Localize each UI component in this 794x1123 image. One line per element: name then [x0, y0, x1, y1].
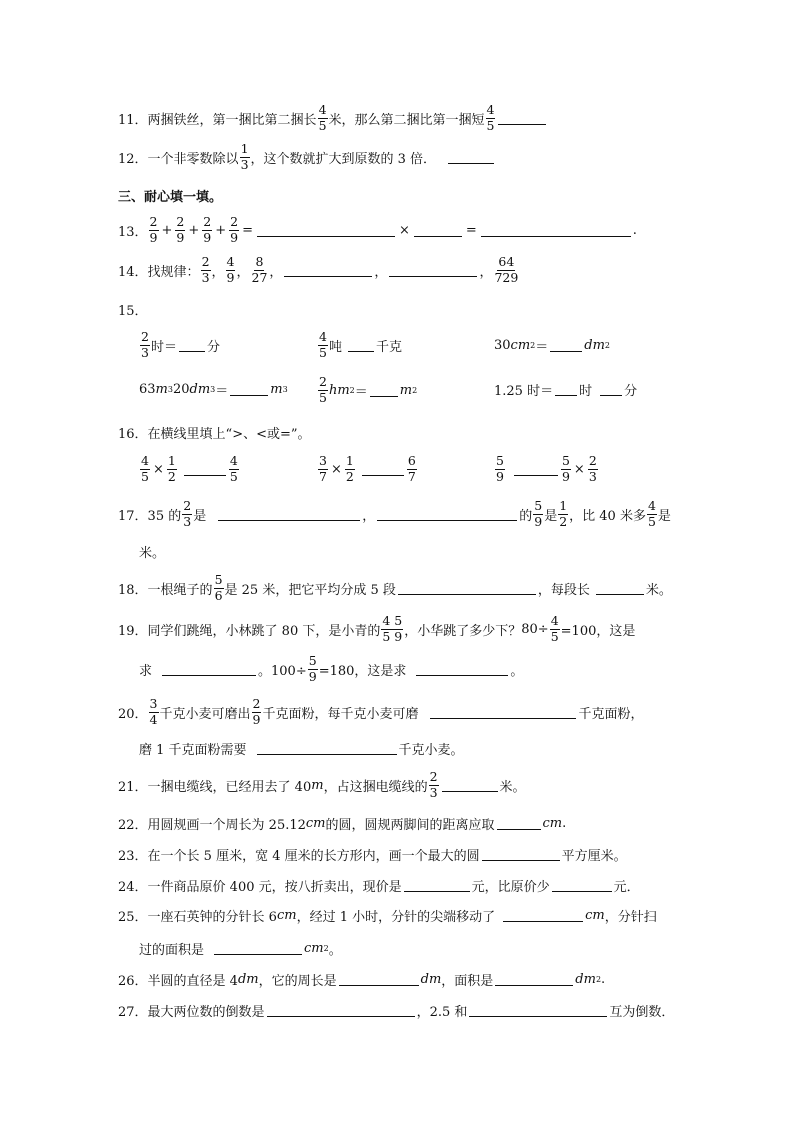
answer-blank[interactable] [514, 463, 558, 476]
question-number: 25． [118, 910, 148, 925]
question-number: 27． [118, 1005, 148, 1020]
question-26: 26． 半圆的直径是 4 dm ，它的周长是 dm ，面积是 dm 2 . [118, 972, 606, 989]
answer-blank[interactable] [550, 339, 582, 352]
conversion-item: $\frac{4}{5}$ 吨 千克 [319, 329, 402, 360]
question-20-line2: 磨 1 千克面粉需要 千克小麦。 [139, 743, 464, 758]
question-text: 米，那么第二捆比第一捆短 [328, 112, 485, 128]
question-number: 26． [118, 974, 148, 989]
fraction: $\frac{8}{27}$ [251, 254, 268, 285]
answer-blank[interactable] [503, 909, 583, 922]
fraction: $\frac{64}{729}$ [494, 254, 519, 285]
answer-blank[interactable] [481, 224, 631, 237]
question-13: 13． $\frac{2}{9}$ + $\frac{2}{9}$ + $\frac{2}{9}$ + $\frac{2}{9}$ = × = . [118, 214, 637, 245]
question-number: 22． [118, 818, 148, 833]
answer-blank[interactable] [442, 779, 498, 792]
question-number: 19． [118, 623, 148, 639]
answer-blank[interactable] [552, 879, 612, 892]
fraction: $\frac{2}{9}$ [149, 214, 158, 245]
question-number: 21． [118, 779, 148, 795]
question-24: 24． 一件商品原价 400 元，按八折卖出，现价是 元，比原价少 元． [118, 876, 640, 895]
answer-blank[interactable] [162, 663, 256, 676]
answer-blank[interactable] [218, 508, 360, 521]
answer-blank[interactable] [230, 383, 268, 396]
question-16 [118, 423, 311, 442]
comparison-item: $\frac{4}{5}$ × $\frac{1}{2}$ $\frac{4}{5}$ [141, 453, 238, 484]
question-22: 22． 用圆规画一个周长为 25.12 cm 的圆，圆规两脚间的距离应取 cm . [118, 816, 567, 833]
answer-blank[interactable] [339, 973, 419, 986]
question-number: 11． [118, 112, 148, 128]
answer-blank[interactable] [267, 1004, 415, 1017]
question-19: 19． 同学们跳绳，小林跳了 80 下，是小青的 $\frac{4 5}{5 9}$ ，小华跳了多少下？ 80÷ $\frac{4}{5}$ =100，这是 [118, 613, 636, 644]
answer-blank[interactable] [362, 463, 404, 476]
fraction: $\frac{1}{3}$ [240, 141, 249, 172]
answer-blank[interactable] [497, 817, 541, 830]
fraction: $\frac{4}{5}$ [486, 102, 495, 133]
answer-blank[interactable] [389, 264, 477, 277]
answer-blank[interactable] [596, 582, 644, 595]
comparison-item: $\frac{3}{7}$ × $\frac{1}{2}$ $\frac{6}{7}$ [319, 453, 416, 484]
conversion-item: 63 m 3 20 dm 3 ＝ m 3 [139, 382, 288, 399]
answer-blank[interactable] [257, 224, 395, 237]
answer-blank[interactable] [414, 224, 462, 237]
question-19-line2: 求 。100÷ $\frac{5}{9}$ =180，这是求 。 [139, 653, 524, 684]
answer-blank[interactable] [482, 848, 560, 861]
question-number: 12． [118, 151, 148, 167]
answer-blank[interactable] [257, 742, 397, 755]
fraction: $\frac{4}{5}$ [318, 102, 327, 133]
conversion-item: 1.25 时＝ 时 分 [494, 384, 638, 399]
answer-blank[interactable] [469, 1004, 607, 1017]
answer-blank[interactable] [416, 663, 508, 676]
answer-blank[interactable] [448, 151, 494, 164]
question-text: 找规律： [147, 264, 200, 280]
question-20: 20． $\frac{3}{4}$ 千克小麦可磨出 $\frac{2}{9}$ 千克面粉，每千克小麦可磨 千克面粉， [118, 696, 644, 727]
question-11 [118, 104, 548, 132]
fraction: $\frac{4}{9}$ [226, 254, 235, 285]
conversion-item: 30 cm 2 ＝ dm 2 [494, 338, 611, 355]
question-25-line2: 过的面积是 cm 2 。 [139, 941, 342, 958]
answer-blank[interactable] [284, 264, 372, 277]
question-number: 17． [118, 508, 148, 524]
answer-blank[interactable] [377, 508, 517, 521]
conversion-item: $\frac{2}{3}$ 时＝ 分 [141, 329, 220, 360]
question-number: 20． [118, 706, 148, 722]
answer-blank[interactable] [398, 582, 536, 595]
answer-blank[interactable] [404, 879, 470, 892]
question-number: 14． [118, 264, 148, 280]
fraction: $\frac{2}{9}$ [230, 214, 239, 245]
answer-blank[interactable] [179, 339, 205, 352]
answer-blank[interactable] [495, 973, 573, 986]
question-17-line2: 米。 [139, 546, 166, 561]
question-number: 23． [118, 849, 148, 864]
answer-blank[interactable] [555, 383, 577, 396]
question-number: 24． [118, 880, 148, 895]
question-18: 18． 一根绳子的 $\frac{5}{6}$ 是 25 米，把它平均分成 5 段 ，每段长 米。 [118, 572, 672, 603]
question-17: 17． 35 的 $\frac{2}{3}$ 是 ， 的 $\frac{5}{9}$ 是 $\frac{1}{2}$ ，比 40 米多 $\frac{4}{5}$ 是 [118, 498, 671, 529]
question-23: 23． 在一个长 5 厘米，宽 4 厘米的长方形内，画一个最大的圆 平方厘米。 [118, 845, 627, 864]
fraction: $\frac{2}{5}$ [319, 374, 327, 405]
question-14: 14． 找规律： $\frac{2}{3}$ ， $\frac{4}{9}$ ， $\frac{8}{27}$ ， ， ， $\frac{64}{729}$ [118, 254, 519, 285]
question-27: 27． 最大两位数的倒数是 ，2.5 和 互为倒数． [118, 1001, 674, 1020]
answer-blank[interactable] [348, 339, 374, 352]
question-text: 一个非零数除以 [147, 151, 239, 167]
question-25: 25． 一座石英钟的分针长 6 cm ，经过 1 小时，分针的尖端移动了 cm ，分针扫 [118, 908, 657, 925]
comparison-item: $\frac{5}{9}$ $\frac{5}{9}$ × $\frac{2}{3}$ [496, 453, 597, 484]
question-text: 两捆铁丝，第一捆比第二捆长 [147, 112, 317, 128]
fraction: $\frac{2}{9}$ [203, 214, 212, 245]
question-12 [118, 143, 496, 171]
question-number: 18． [118, 582, 148, 598]
answer-blank[interactable] [184, 463, 226, 476]
answer-blank[interactable] [370, 384, 398, 397]
question-number: 13． [118, 224, 148, 240]
fraction: $\frac{2}{3}$ [201, 254, 210, 285]
question-text: ，这个数就扩大到原数的 3 倍． [250, 151, 437, 167]
fraction: $\frac{2}{3}$ [141, 329, 149, 360]
question-21: 21． 一捆电缆线，已经用去了 40 m ，占这捆电缆线的 $\frac{2}{3}$ 米。 [118, 769, 526, 800]
section-heading: 三、耐心填一填。 [118, 190, 223, 205]
question-15 [118, 300, 148, 319]
question-number: 16． [118, 427, 148, 442]
answer-blank[interactable] [430, 706, 576, 719]
question-text: 在横线里填上“>、<或=”。 [147, 427, 311, 442]
fraction: $\frac{4}{5}$ [319, 329, 327, 360]
answer-blank[interactable] [498, 112, 546, 125]
conversion-item: $\frac{2}{5}$ hm 2 ＝ m 2 [319, 374, 418, 405]
question-number: 15． [118, 304, 148, 319]
answer-blank[interactable] [600, 383, 622, 396]
fraction: $\frac{2}{9}$ [176, 214, 185, 245]
answer-blank[interactable] [214, 942, 302, 955]
